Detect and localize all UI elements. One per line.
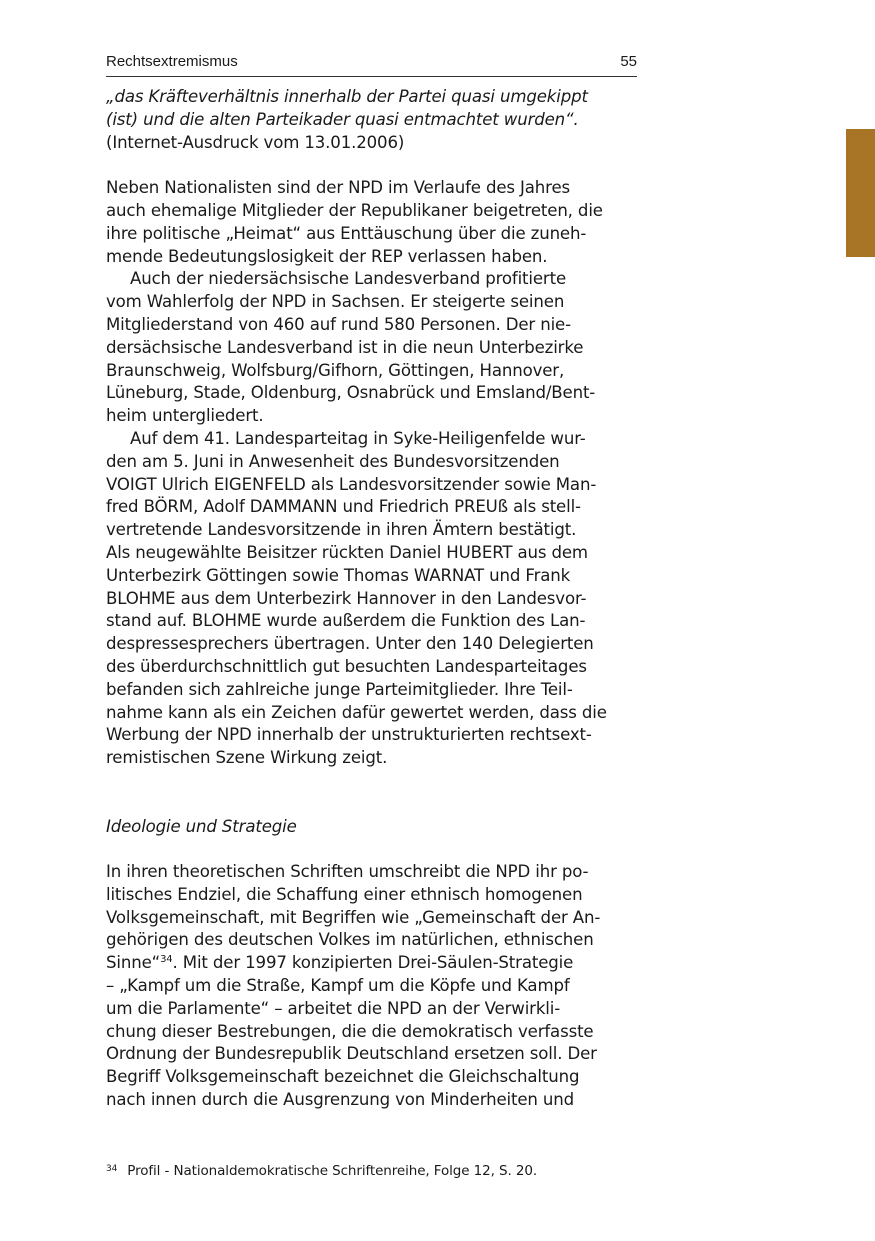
text-line: Neben Nationalisten sind der NPD im Verlaufe des Jahres xyxy=(106,178,571,198)
text-line: auch ehemalige Mitglieder der Republikaner beigetreten, die xyxy=(106,200,603,220)
text-line: Werbung der NPD innerhalb der unstrukturierten rechtsext- xyxy=(106,725,592,745)
text-line: chung dieser Bestrebungen, die die demokratisch verfasste xyxy=(106,1021,594,1041)
quote-line: „das Kräfteverhältnis innerhalb der Partei quasi umgekippt xyxy=(106,87,588,106)
text-line: vertretende Landesvorsitzende in ihren Ämtern bestätigt. xyxy=(106,520,577,540)
quote-source: (Internet-Ausdruck vom 13.01.2006) xyxy=(106,132,405,152)
text-line: nach innen durch die Ausgrenzung von Minderheiten und xyxy=(106,1090,575,1110)
text-segment: . Mit der 1997 konzipierten Drei-Säulen-Strategie xyxy=(172,953,574,973)
running-header xyxy=(106,52,637,77)
text-line: Volksgemeinschaft, mit Begriffen wie „Gemeinschaft der An- xyxy=(106,907,601,927)
text-line: despressesprechers übertragen. Unter den 140 Delegierten xyxy=(106,634,594,654)
text-line: stand auf. BLOHME wurde außerdem die Funktion des Lan- xyxy=(106,611,586,631)
running-title: Rechtsextremismus xyxy=(106,53,238,70)
page-number: 55 xyxy=(620,53,637,70)
text-line: heim untergliedert. xyxy=(106,406,264,426)
text-segment: Sinne“ xyxy=(106,953,161,973)
text-line: dersächsische Landesverband ist in die neun Unterbezirke xyxy=(106,337,584,357)
text-line: Unterbezirk Göttingen sowie Thomas WARNAT und Frank xyxy=(106,565,571,585)
text-line: um die Parlamente“ – arbeitet die NPD an der Verwirkli- xyxy=(106,998,561,1018)
text-line: BLOHME aus dem Unterbezirk Hannover in den Landesvor- xyxy=(106,588,587,608)
text-line: In ihren theoretischen Schriften umschreibt die NPD ihr po- xyxy=(106,862,589,882)
footnote-text: Profil - Nationaldemokratische Schriftenreihe, Folge 12, S. 20. xyxy=(127,1163,538,1179)
text-line: Begriff Volksgemeinschaft bezeichnet die Gleichschaltung xyxy=(106,1067,580,1087)
text-line: litisches Endziel, die Schaffung einer ethnisch homogenen xyxy=(106,884,583,904)
main-text xyxy=(106,86,637,1112)
text-line: befanden sich zahlreiche junge Parteimitglieder. Ihre Teil- xyxy=(106,679,573,699)
text-line: VOIGT Ulrich EIGENFELD als Landesvorsitzender sowie Man- xyxy=(106,474,597,494)
paragraph-1 xyxy=(106,177,637,268)
paragraph-3 xyxy=(106,428,637,770)
text-line: mende Bedeutungslosigkeit der REP verlassen haben. xyxy=(106,246,548,266)
section-heading: Ideologie und Strategie xyxy=(106,816,297,836)
text-line: ihre politische „Heimat“ aus Enttäuschung über die zuneh- xyxy=(106,223,587,243)
footnote-reference[interactable]: 34 xyxy=(160,954,173,966)
text-line: remistischen Szene Wirkung zeigt. xyxy=(106,748,388,768)
text-line: fred BÖRM, Adolf DAMMANN und Friedrich PREUß als stell- xyxy=(106,497,581,517)
text-line: gehörigen des deutschen Volkes im natürlichen, ethnischen xyxy=(106,930,594,950)
chapter-tab-marker xyxy=(846,129,875,257)
text-line-with-note xyxy=(106,952,637,975)
text-line: Braunschweig, Wolfsburg/Gifhorn, Göttingen, Hannover, xyxy=(106,360,565,380)
paragraph-2 xyxy=(106,268,637,428)
text-line: des überdurchschnittlich gut besuchten Landesparteitages xyxy=(106,656,587,676)
text-line: Mitgliederstand von 460 auf rund 580 Personen. Der nie- xyxy=(106,314,571,334)
text-line: – „Kampf um die Straße, Kampf um die Köpfe und Kampf xyxy=(106,976,570,996)
footnote-number: 34 xyxy=(106,1164,118,1174)
text-line: nahme kann als ein Zeichen dafür gewertet werden, dass die xyxy=(106,702,607,722)
text-line: Auch der niedersächsische Landesverband profitierte xyxy=(130,269,567,289)
paragraph-4 xyxy=(106,861,637,1112)
text-line: Lüneburg, Stade, Oldenburg, Osnabrück und Emsland/Bent- xyxy=(106,383,596,403)
text-line: Als neugewählte Beisitzer rückten Daniel HUBERT aus dem xyxy=(106,542,588,562)
text-line: vom Wahlerfolg der NPD in Sachsen. Er steigerte seinen xyxy=(106,292,565,312)
quote-line: (ist) und die alten Parteikader quasi entmachtet wurden“. xyxy=(106,109,579,129)
text-line: Ordnung der Bundesrepublik Deutschland ersetzen soll. Der xyxy=(106,1044,597,1064)
text-line: den am 5. Juni in Anwesenheit des Bundesvorsitzenden xyxy=(106,451,560,471)
footnote xyxy=(106,1163,537,1179)
text-line: Auf dem 41. Landesparteitag in Syke-Heiligenfelde wur- xyxy=(130,428,586,448)
